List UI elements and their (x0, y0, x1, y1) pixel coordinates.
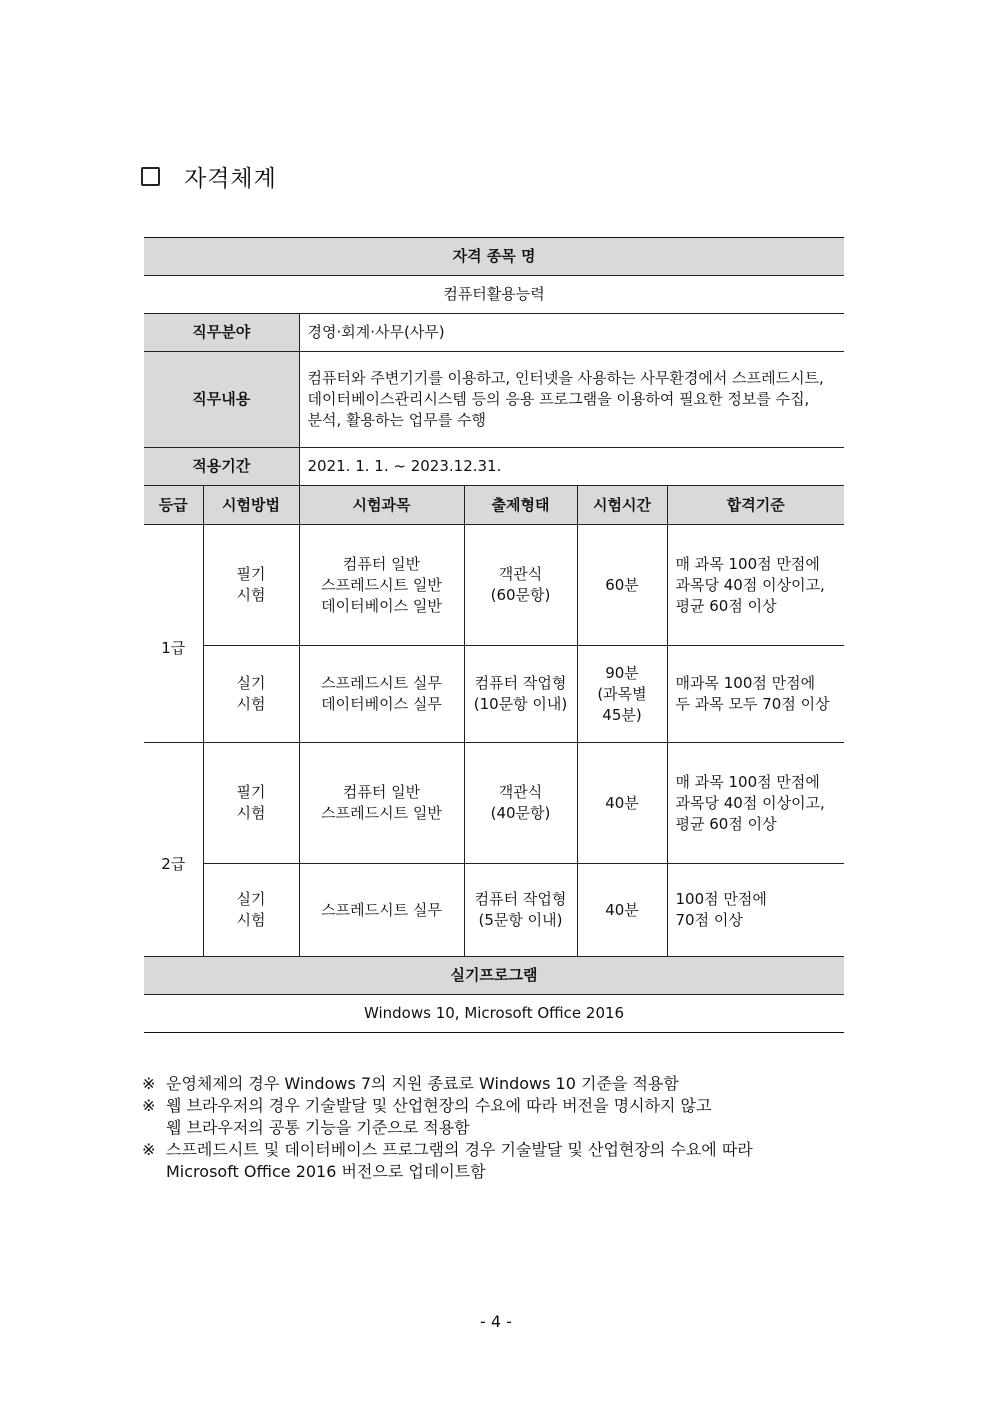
period-value: 2021. 1. 1. ~ 2023.12.31. (299, 448, 844, 486)
name-value: 컴퓨터활용능력 (144, 276, 844, 314)
exam-format-line: (60문항) (490, 586, 551, 604)
note-text: Microsoft Office 2016 버전으로 업데이트함 (166, 1162, 486, 1181)
exam-time-line: 40분 (605, 900, 639, 919)
exam-subjects-line: 데이터베이스 실무 (321, 695, 442, 713)
pass-criteria-cell (667, 743, 844, 864)
exam-subjects-line: 데이터베이스 일반 (321, 596, 442, 615)
exam-time-cell (577, 646, 667, 743)
pass-criteria-cell (667, 646, 844, 743)
exam-format-line: 객관식 (498, 565, 543, 583)
exam-format-cell (464, 525, 577, 646)
exam-format-line: 컴퓨터 작업형 (474, 674, 567, 692)
exam-format-cell (464, 864, 577, 957)
column-header-criteria: 합격기준 (667, 486, 844, 525)
note-text: 웹 브라우저의 공통 기능을 기준으로 적용함 (166, 1118, 470, 1137)
exam-method-line: 시험 (236, 586, 266, 604)
exam-subjects-cell (299, 864, 464, 957)
reference-mark-icon: ※ (142, 1140, 156, 1159)
pass-criteria-line: 평균 60점 이상 (675, 596, 777, 615)
column-header-time: 시험시간 (577, 486, 667, 525)
exam-time-cell (577, 743, 667, 864)
exam-row (144, 646, 844, 743)
column-header-row (144, 486, 844, 525)
qualification-table (144, 237, 844, 1033)
job-field-value: 경영·회계·사무(사무) (299, 314, 844, 352)
exam-method-line: 필기 (236, 783, 266, 801)
note-line (142, 1117, 753, 1139)
exam-row (144, 743, 844, 864)
exam-row (144, 864, 844, 957)
exam-method-cell (203, 646, 299, 743)
exam-subjects-cell (299, 646, 464, 743)
note-text: 스프레드시트 및 데이터베이스 프로그램의 경우 기술발달 및 산업현장의 수요에 따라 (166, 1140, 753, 1159)
exam-subjects-line: 스프레드시트 일반 (321, 575, 442, 594)
note-indent (142, 1161, 166, 1183)
reference-mark-icon: ※ (142, 1096, 156, 1115)
pass-criteria-line: 두 과목 모두 70점 이상 (675, 695, 830, 713)
job-field-label: 직무분야 (144, 314, 299, 352)
grade-cell: 1급 (144, 525, 203, 743)
program-header: 실기프로그램 (144, 957, 844, 995)
period-label: 적용기간 (144, 448, 299, 486)
exam-format-line: (10문항 이내) (473, 695, 568, 713)
exam-time-line: 90분 (605, 663, 639, 682)
checkbox-square-icon (141, 167, 160, 186)
note-line (142, 1073, 753, 1095)
pass-criteria-line: 과목당 40점 이상이고, (675, 575, 825, 594)
column-header-format: 출제형태 (464, 486, 577, 525)
pass-criteria-line: 평균 60점 이상 (675, 814, 777, 833)
note-line (142, 1161, 753, 1183)
note-indent (142, 1117, 166, 1139)
exam-method-line: 시험 (236, 695, 266, 713)
exam-format-line: (40문항) (490, 804, 551, 822)
program-value: Windows 10, Microsoft Office 2016 (144, 995, 844, 1033)
exam-time-line: 60분 (605, 575, 639, 594)
exam-subjects-line: 스프레드시트 실무 (321, 900, 442, 919)
exam-method-cell (203, 525, 299, 646)
exam-subjects-cell (299, 525, 464, 646)
page-number: - 4 - (480, 1312, 512, 1331)
pass-criteria-line: 70점 이상 (675, 911, 743, 929)
pass-criteria-line: 매 과목 100점 만점에 (675, 554, 820, 573)
exam-format-cell (464, 743, 577, 864)
section-heading (141, 160, 277, 193)
exam-subjects-line: 컴퓨터 일반 (342, 783, 421, 801)
column-header-subject: 시험과목 (299, 486, 464, 525)
exam-method-cell (203, 743, 299, 864)
exam-time-line: 45분) (602, 705, 642, 724)
exam-time-line: (과목별 (597, 684, 647, 703)
note-text: 운영체제의 경우 Windows 7의 지원 종료로 Windows 10 기준을 적용함 (166, 1074, 679, 1093)
job-content-line: 분석, 활용하는 업무를 수행 (307, 411, 486, 429)
job-content-label: 직무내용 (144, 352, 299, 448)
pass-criteria-line: 매과목 100점 만점에 (675, 674, 816, 692)
reference-mark-icon: ※ (142, 1074, 156, 1093)
section-title: 자격체계 (184, 166, 277, 192)
exam-row (144, 525, 844, 646)
exam-time-line: 40분 (605, 793, 639, 812)
note-line (142, 1139, 753, 1161)
exam-subjects-line: 스프레드시트 일반 (321, 804, 442, 822)
job-content-line: 컴퓨터와 주변기기를 이용하고, 인터넷을 사용하는 사무환경에서 스프레드시트, (307, 369, 824, 387)
exam-time-cell (577, 864, 667, 957)
exam-method-line: 실기 (236, 674, 266, 692)
pass-criteria-line: 과목당 40점 이상이고, (675, 793, 825, 812)
exam-format-line: (5문항 이내) (478, 911, 563, 929)
job-content-value (299, 352, 844, 448)
exam-method-line: 실기 (236, 890, 266, 908)
exam-subjects-line: 스프레드시트 실무 (321, 674, 442, 692)
exam-subjects-line: 컴퓨터 일반 (342, 554, 421, 573)
note-text: 웹 브라우저의 경우 기술발달 및 산업현장의 수요에 따라 버전을 명시하지 않고 (166, 1096, 712, 1115)
exam-method-cell (203, 864, 299, 957)
note-line (142, 1095, 753, 1117)
grade-cell: 2급 (144, 743, 203, 957)
exam-subjects-cell (299, 743, 464, 864)
exam-format-cell (464, 646, 577, 743)
exam-time-cell (577, 525, 667, 646)
column-header-method: 시험방법 (203, 486, 299, 525)
pass-criteria-line: 100점 만점에 (675, 890, 767, 908)
exam-method-line: 필기 (236, 565, 266, 583)
name-header: 자격 종목 명 (144, 238, 844, 276)
exam-method-line: 시험 (236, 804, 266, 822)
pass-criteria-cell (667, 864, 844, 957)
job-content-line: 데이터베이스관리시스템 등의 응용 프로그램을 이용하여 필요한 정보를 수집, (307, 390, 810, 408)
pass-criteria-line: 매 과목 100점 만점에 (675, 772, 820, 791)
exam-format-line: 객관식 (498, 783, 543, 801)
notes-list (142, 1073, 753, 1183)
exam-format-line: 컴퓨터 작업형 (474, 890, 567, 908)
pass-criteria-cell (667, 525, 844, 646)
exam-method-line: 시험 (236, 911, 266, 929)
column-header-grade: 등급 (144, 486, 203, 525)
